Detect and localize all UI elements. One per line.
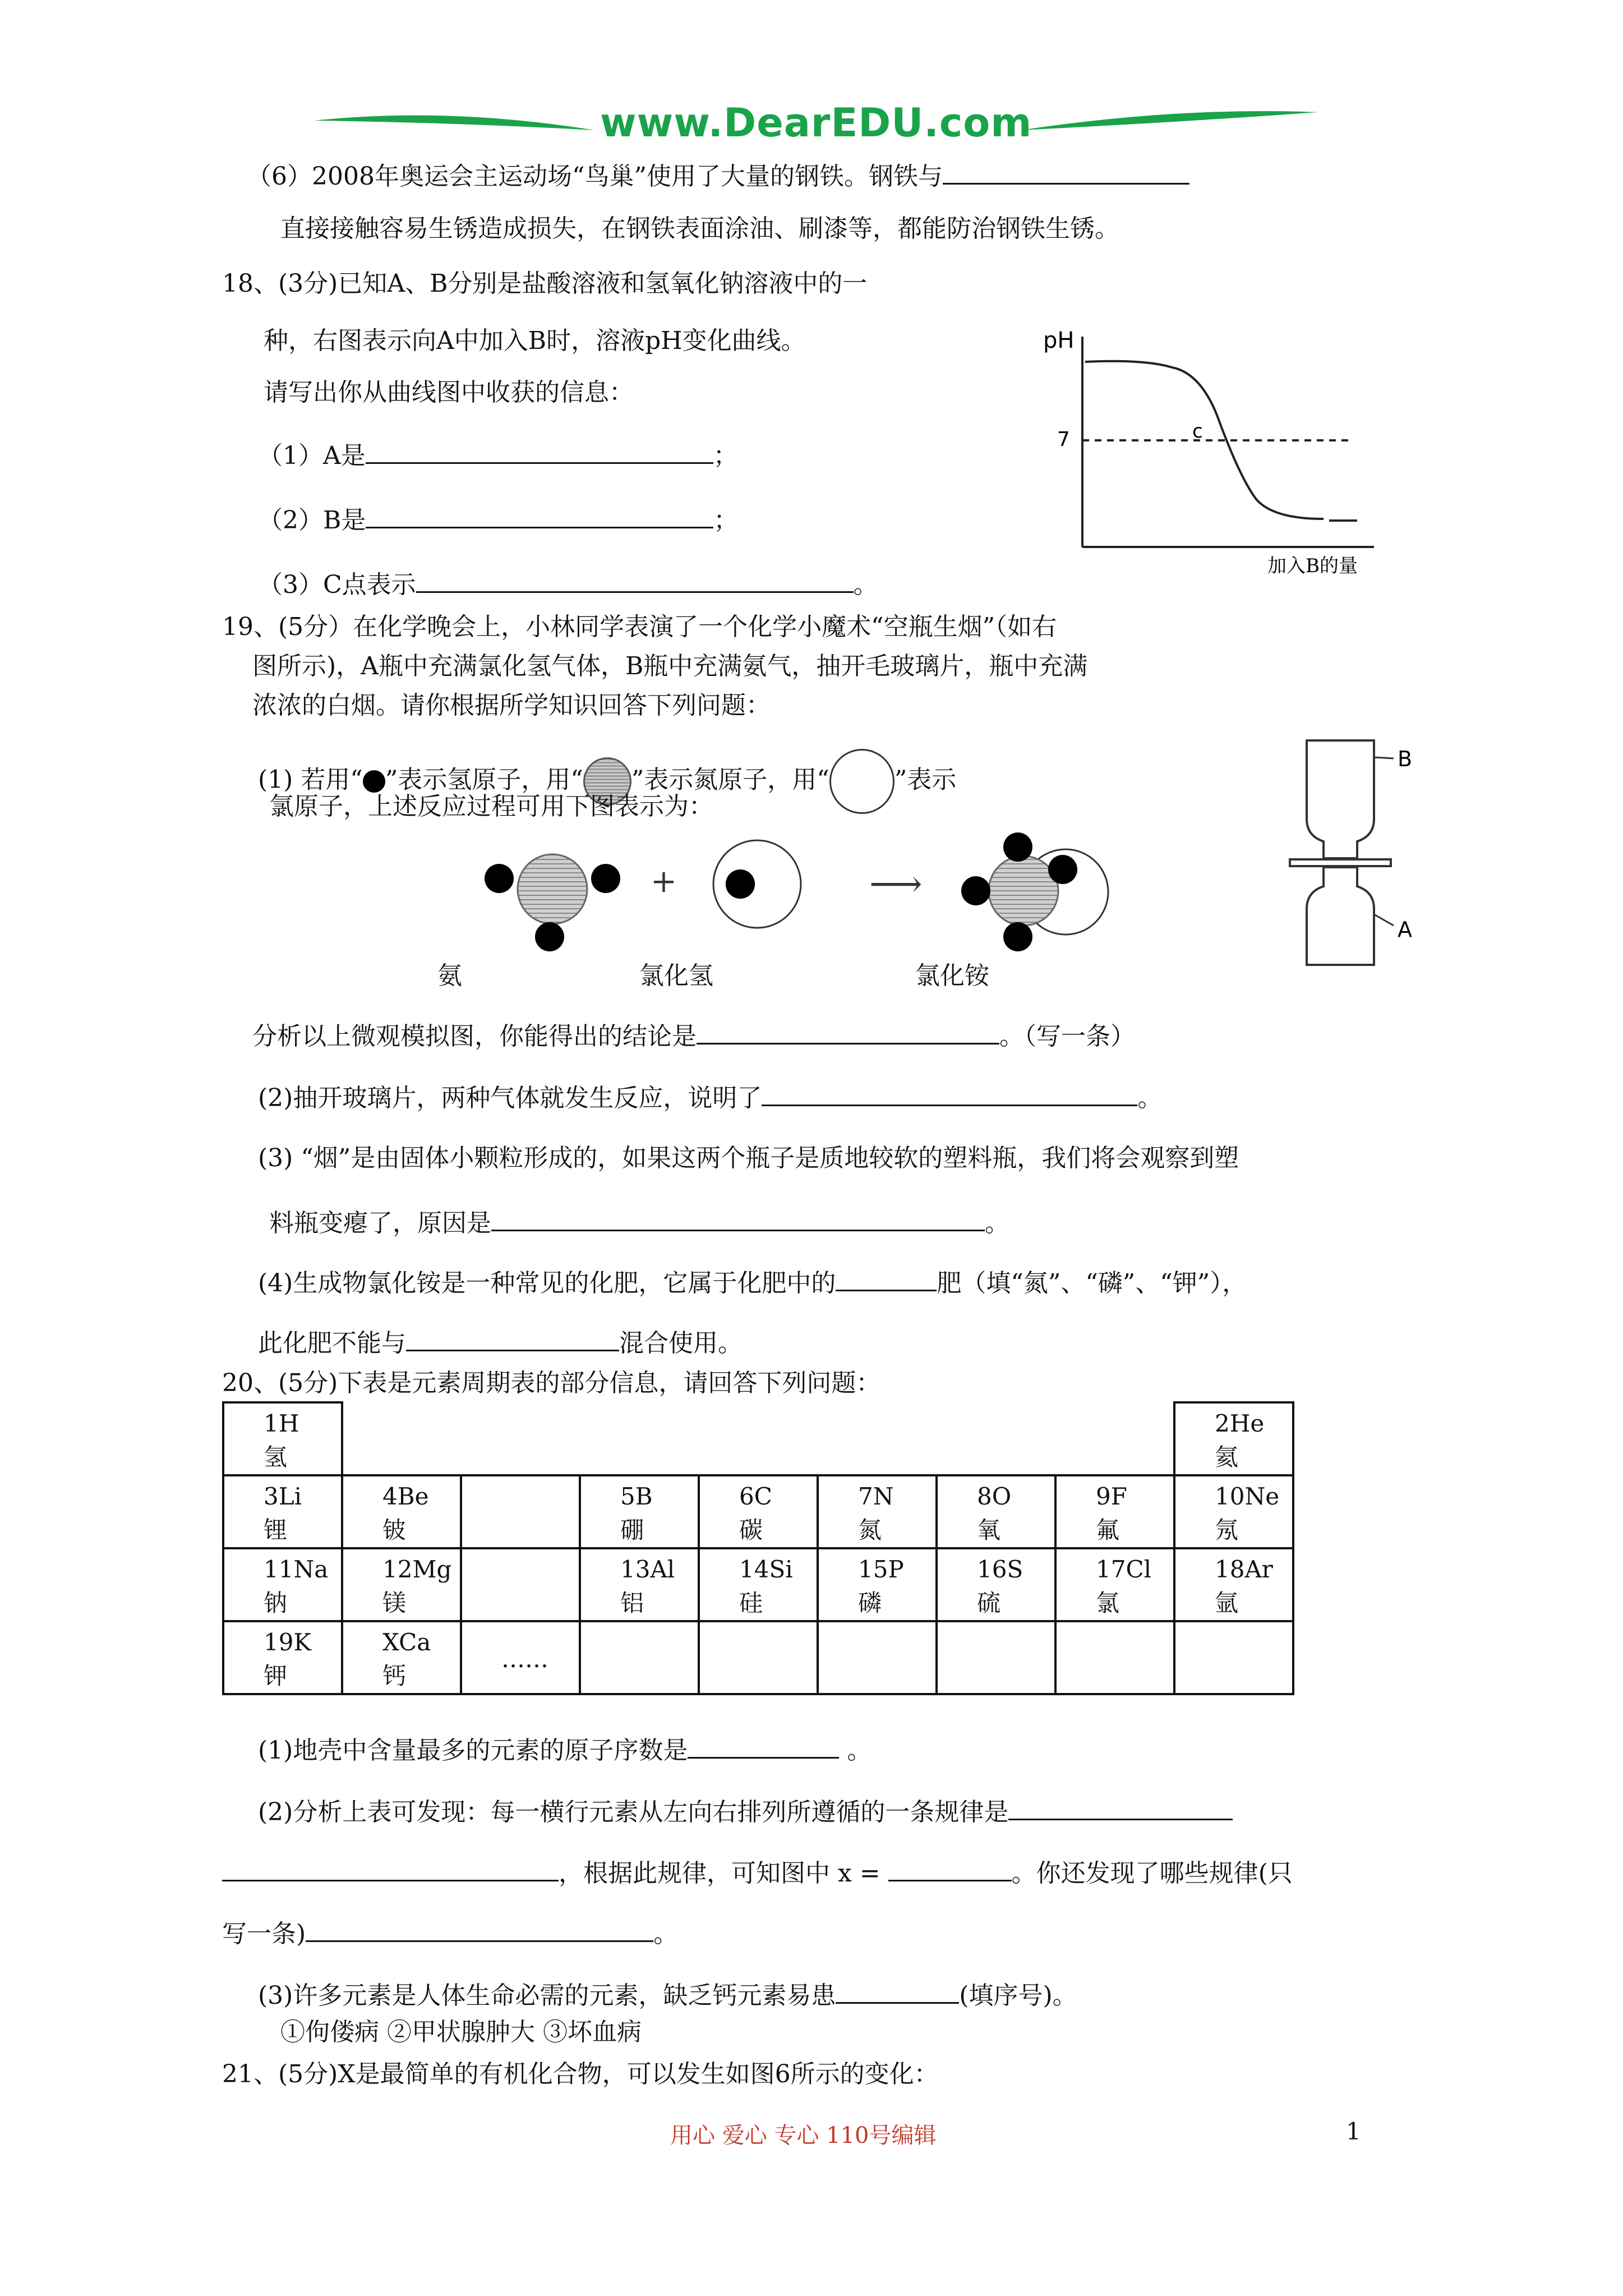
- element-cell: 2He 氦: [1174, 1402, 1293, 1475]
- answer-blank[interactable]: [836, 1265, 937, 1291]
- element-cell: [937, 1621, 1055, 1694]
- q20-part3: (3)许多元素是人体生命必需的元素，缺乏钙元素易患 (填序号)。: [258, 1977, 1077, 2012]
- q20-part2-line1: (2)分析上表可发现：每一横行元素从左向右排列所遵循的一条规律是: [258, 1794, 1233, 1828]
- q19-part1-line1: (1) 若用“ ”表示氢原子，用“ ”表示氮原子，用“ ”表示: [258, 749, 956, 814]
- element-cell: [461, 1475, 580, 1548]
- q19-part3-line1: (3) “烟”是由固体小颗粒形成的，如果这两个瓶子是质地较软的塑料瓶，我们将会观察到塑: [258, 1144, 1239, 1172]
- table-row: [223, 1402, 1293, 1475]
- element-cell: 10Ne 氖: [1174, 1475, 1293, 1548]
- answer-blank[interactable]: [762, 1080, 1137, 1106]
- q17-line1: （6）2008年奥运会主运动场“鸟巢”使用了大量的钢铁。钢铁与: [247, 158, 1189, 192]
- ammonia-molecule: [485, 854, 620, 951]
- element-cell: 14Si 硅: [699, 1548, 818, 1621]
- table-row: [223, 1548, 1293, 1621]
- q19-part2: (2)抽开玻璃片，两种气体就发生反应，说明了 。: [258, 1080, 1162, 1114]
- q19-part4-line2: 此化肥不能与 混合使用。: [258, 1325, 743, 1359]
- reaction-diagram: [471, 830, 1189, 999]
- bottles-figure: [1273, 724, 1441, 982]
- q19-part4-line1: (4)生成物氯化铵是一种常见的化肥，它属于化肥中的 肥（填“氮”、“磷”、“钾”），: [258, 1265, 1247, 1299]
- element-cell: 19K 钾: [223, 1621, 342, 1694]
- element-cell: 8O 氧: [937, 1475, 1055, 1548]
- plus-sign: +: [651, 863, 677, 900]
- reaction-arrow: ⟶: [869, 862, 923, 905]
- page-number: 1: [1346, 2118, 1361, 2145]
- label-hydrogen-chloride: 氯化氢: [639, 961, 713, 990]
- hydrogen-symbol-icon: [363, 770, 385, 793]
- answer-blank[interactable]: [222, 1855, 559, 1881]
- q19-stem2: 图所示)，A瓶中充满氯化氢气体，B瓶中充满氨气，抽开毛玻璃片，瓶中充满: [252, 652, 1088, 680]
- element-cell: [818, 1621, 937, 1694]
- footer-text: 用心 爱心 专心 110号编辑: [670, 2123, 937, 2148]
- answer-blank[interactable]: [366, 438, 713, 464]
- bottle-a: [1307, 867, 1374, 965]
- answer-blank[interactable]: [688, 1732, 839, 1759]
- q18-stem1: 18、(3分)已知A、B分别是盐酸溶液和氢氧化钠溶液中的一: [222, 269, 868, 298]
- element-cell: 4Be 铍: [342, 1475, 461, 1548]
- bottle-a-label: A: [1398, 917, 1412, 942]
- table-row: [223, 1475, 1293, 1548]
- answer-blank[interactable]: [943, 158, 1189, 185]
- element-cell: 16S 硫: [937, 1548, 1055, 1621]
- q18-answer-1: （1）A是 ；: [258, 438, 738, 472]
- answer-blank[interactable]: [836, 1977, 959, 2004]
- q18-answer-3: （3）C点表示 。: [258, 567, 878, 601]
- q19-part3-line2: 料瓶变瘪了，原因是 。: [269, 1205, 1009, 1239]
- periodic-table: [222, 1401, 1294, 1695]
- x-axis-label: 加入B的量: [1267, 555, 1358, 577]
- q20-part1: (1)地壳中含量最多的元素的原子序数是 。: [258, 1732, 872, 1766]
- ph-axis-label: pH: [1043, 328, 1075, 353]
- label-ammonium-chloride: 氯化铵: [915, 961, 989, 990]
- element-cell: XCa 钙: [342, 1621, 461, 1694]
- element-cell: 18Ar 氩: [1174, 1548, 1293, 1621]
- element-cell: 1H 氢: [223, 1402, 342, 1475]
- q20-part2-line2: ，根据此规律，可知图中 x = 。你还发现了哪些规律(只: [222, 1855, 1293, 1889]
- element-cell: 17Cl 氯: [1055, 1548, 1174, 1621]
- element-cell: 12Mg 镁: [342, 1548, 461, 1621]
- label-ammonia: 氨: [437, 961, 462, 990]
- chlorine-symbol-icon: [829, 749, 895, 814]
- element-cell: [461, 1548, 580, 1621]
- element-cell: [1055, 1621, 1174, 1694]
- element-cell: [580, 1621, 699, 1694]
- answer-blank[interactable]: [306, 1916, 653, 1942]
- answer-blank[interactable]: [697, 1018, 999, 1045]
- element-cell: 5B 硼: [580, 1475, 699, 1548]
- answer-blank[interactable]: [416, 567, 854, 593]
- element-cell: 7N 氮: [818, 1475, 937, 1548]
- header-swoosh-right: [1021, 111, 1318, 130]
- answer-blank[interactable]: [888, 1855, 1012, 1881]
- bottle-b: [1307, 740, 1374, 858]
- q19-part1-line2: 氯原子，上述反应过程可用下图表示为：: [269, 792, 713, 821]
- q19-stem1: 19、(5分）在化学晚会上，小林同学表演了一个化学小魔术“空瓶生烟”（如右: [222, 613, 1057, 641]
- q18-stem3: 请写出你从曲线图中收获的信息：: [264, 378, 634, 407]
- ph-curve-graph: [1032, 320, 1391, 583]
- element-cell: 6C 碳: [699, 1475, 818, 1548]
- q19-stem3: 浓浓的白烟。请你根据所学知识回答下列问题：: [252, 691, 771, 720]
- table-row: [223, 1621, 1293, 1694]
- answer-blank[interactable]: [1008, 1794, 1233, 1820]
- ammonium-chloride-molecule: [961, 832, 1108, 951]
- element-cell: 15P 磷: [818, 1548, 937, 1621]
- element-cell: [699, 1621, 818, 1694]
- header-swoosh-left: [314, 116, 594, 130]
- q17-line2: 直接接触容易生锈造成损失，在钢铁表面涂油、刷漆等，都能防治钢铁生锈。: [280, 214, 1119, 243]
- element-cell: 3Li 锂: [223, 1475, 342, 1548]
- q18-stem2: 种，右图表示向A中加入B时，溶液pH变化曲线。: [264, 326, 806, 355]
- bottle-b-label: B: [1398, 747, 1413, 771]
- q18-answer-2: （2）B是 ；: [258, 502, 738, 536]
- answer-blank[interactable]: [366, 502, 713, 528]
- site-title: www.DearEDU.com: [600, 100, 1032, 146]
- answer-blank[interactable]: [491, 1205, 985, 1231]
- point-c-label: c: [1192, 420, 1203, 443]
- q19-conclusion: 分析以上微观模拟图，你能得出的结论是 。（写一条）: [252, 1018, 1135, 1052]
- answer-blank[interactable]: [406, 1325, 619, 1351]
- element-cell: [1174, 1621, 1293, 1694]
- element-cell: 11Na 钠: [223, 1548, 342, 1621]
- q20-part2-line3: 写一条) 。: [222, 1916, 678, 1950]
- element-cell: ……: [461, 1621, 580, 1694]
- q21-stem: 21、(5分)X是最简单的有机化合物，可以发生如图6所示的变化：: [222, 2060, 939, 2088]
- element-cell: 13Al 铝: [580, 1548, 699, 1621]
- q20-options: ①佝偻病 ②甲状腺肿大 ③坏血病: [280, 2018, 642, 2046]
- element-cell: 9F 氟: [1055, 1475, 1174, 1548]
- ph-seven-tick: 7: [1057, 428, 1070, 451]
- q20-stem: 20、(5分)下表是元素周期表的部分信息，请回答下列问题：: [222, 1369, 881, 1397]
- hydrogen-chloride-molecule: [713, 840, 801, 928]
